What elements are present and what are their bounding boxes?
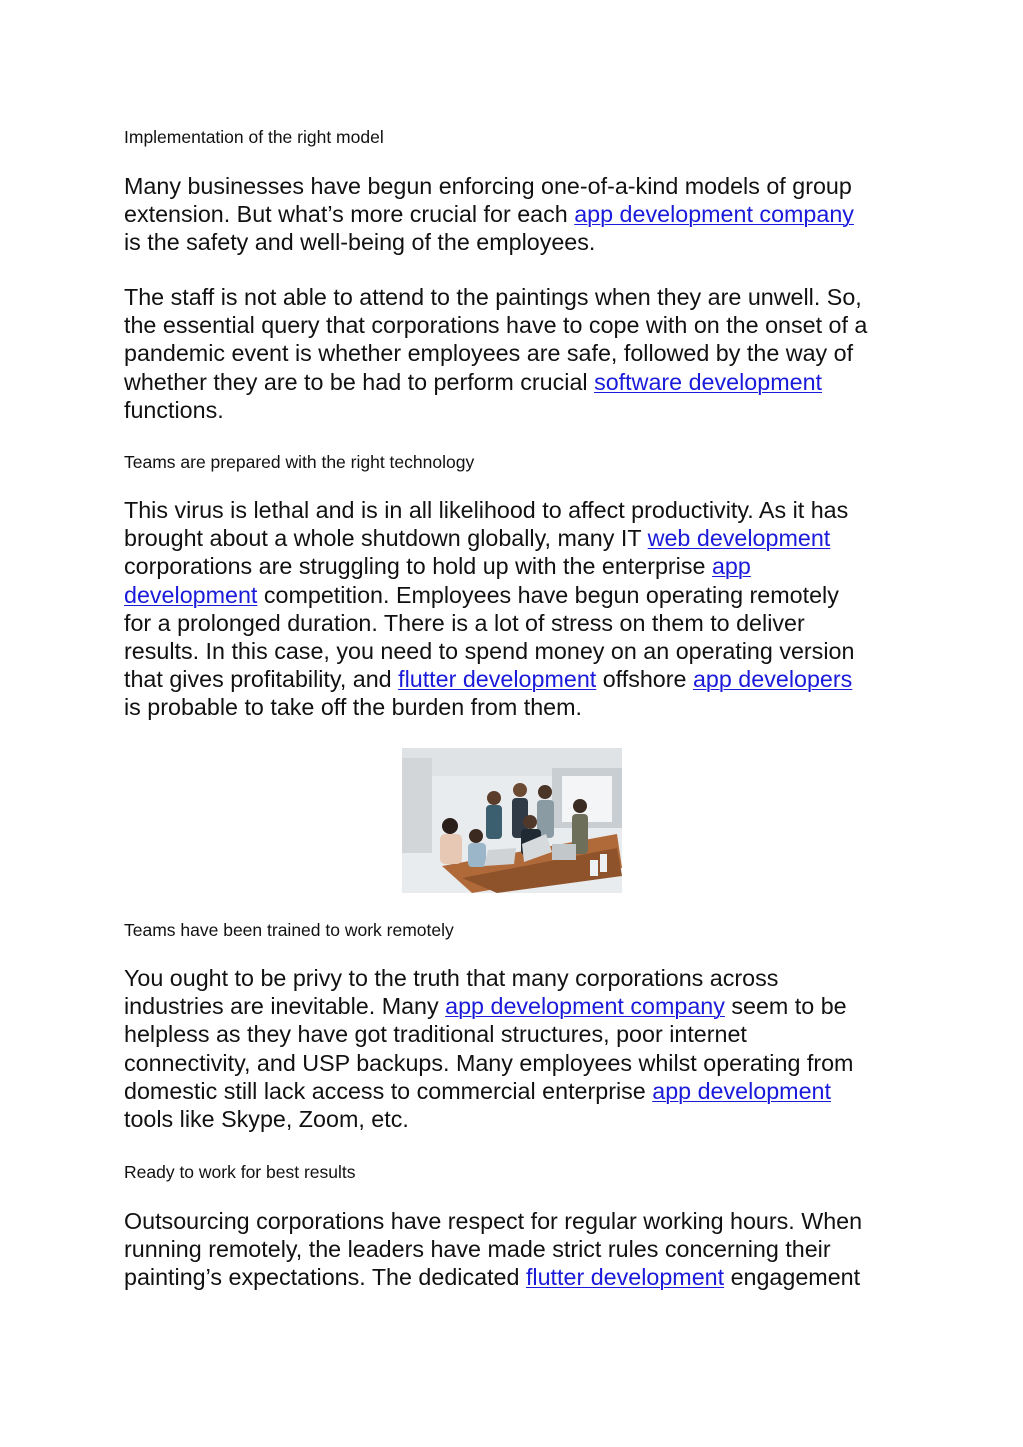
text-run: the essential query that corporations have to cope with on the onset of a (124, 312, 868, 339)
text-run: industries are inevitable. Many (124, 993, 446, 1020)
text-run: that gives profitability, and (124, 666, 399, 693)
text-line (124, 992, 914, 1020)
inline-link[interactable]: flutter development (398, 666, 597, 693)
text-run: is probable to take off the burden from them. (124, 694, 583, 721)
text-run: for a prolonged duration. There is a lot of stress on them to deliver (124, 609, 805, 636)
section-heading: Teams have been trained to work remotely (124, 920, 454, 940)
text-line (124, 581, 914, 609)
inline-link[interactable]: app developers (692, 666, 853, 693)
text-run: engagement (724, 1264, 861, 1291)
text-run: helpless as they have got traditional structures, poor internet (124, 1021, 747, 1048)
text-run: Outsourcing corporations have respect for regular working hours. When (124, 1208, 863, 1234)
text-run: results. In this case, you need to spend money on an operating version (124, 638, 855, 665)
section-heading: Teams are prepared with the right technology (124, 452, 475, 472)
text-run: functions. (124, 396, 224, 423)
text-run: Many businesses have begun enforcing one-of-a-kind models of group (124, 173, 852, 199)
text-run: painting’s expectations. The dedicated (124, 1264, 526, 1291)
paragraph (124, 1207, 914, 1292)
text-run: competition. Employees have begun operating remotely (257, 581, 839, 608)
text-run: seem to be (724, 993, 847, 1020)
text-line (124, 1020, 914, 1048)
text-run: pandemic event is whether employees are safe, followed by the way of (124, 340, 854, 367)
text-line (124, 228, 914, 256)
text-run: running remotely, the leaders have made strict rules concerning their (124, 1236, 831, 1263)
text-line (124, 1049, 914, 1077)
inline-link[interactable]: web development (647, 525, 831, 552)
text-run: domestic still lack access to commercial enterprise (124, 1077, 653, 1104)
text-line (124, 368, 914, 396)
inline-link[interactable]: development (124, 581, 258, 608)
text-line (124, 524, 914, 552)
text-line (124, 693, 914, 721)
inline-link[interactable]: app development (652, 1077, 831, 1104)
text-line (124, 665, 914, 693)
inline-link[interactable]: software development (594, 368, 822, 395)
team-meeting-photo (402, 748, 622, 893)
text-line (124, 1077, 914, 1105)
text-line (124, 1235, 914, 1263)
inline-link[interactable]: app development company (445, 993, 725, 1020)
section-heading: Implementation of the right model (124, 127, 384, 147)
text-line (124, 339, 914, 367)
inline-link[interactable]: flutter development (525, 1264, 725, 1291)
text-run: offshore (596, 666, 693, 693)
text-line (124, 552, 914, 580)
text-line (124, 1105, 914, 1133)
paragraph (124, 964, 914, 1133)
text-line (124, 200, 914, 228)
text-run: tools like Skype, Zoom, etc. (124, 1106, 409, 1133)
text-line (124, 964, 914, 992)
text-line (124, 283, 914, 311)
text-run: whether they are to be had to perform crucial (124, 368, 595, 395)
paragraph (124, 496, 914, 722)
text-run: brought about a whole shutdown globally, many IT (124, 525, 648, 552)
paragraph (124, 172, 914, 257)
text-run: connectivity, and USP backups. Many employees whilst operating from (124, 1049, 854, 1076)
inline-link[interactable]: app (711, 553, 751, 580)
text-line (124, 609, 914, 637)
text-line (124, 1263, 914, 1291)
text-run: The staff is not able to attend to the paintings when they are unwell. So, (124, 284, 862, 310)
text-run: corporations are struggling to hold up with the enterprise (124, 553, 712, 580)
text-line (124, 637, 914, 665)
text-run: is the safety and well-being of the employees. (124, 229, 596, 256)
text-line (124, 396, 914, 424)
text-run: extension. But what’s more crucial for each (124, 201, 575, 228)
paragraph (124, 283, 914, 424)
text-line (124, 172, 914, 200)
text-line (124, 496, 914, 524)
section-heading: Ready to work for best results (124, 1162, 356, 1182)
text-run: You ought to be privy to the truth that many corporations across (124, 965, 779, 991)
text-run: This virus is lethal and is in all likelihood to affect productivity. As it has (124, 497, 849, 523)
text-line (124, 311, 914, 339)
text-line (124, 1207, 914, 1235)
inline-link[interactable]: app development company (574, 201, 854, 228)
